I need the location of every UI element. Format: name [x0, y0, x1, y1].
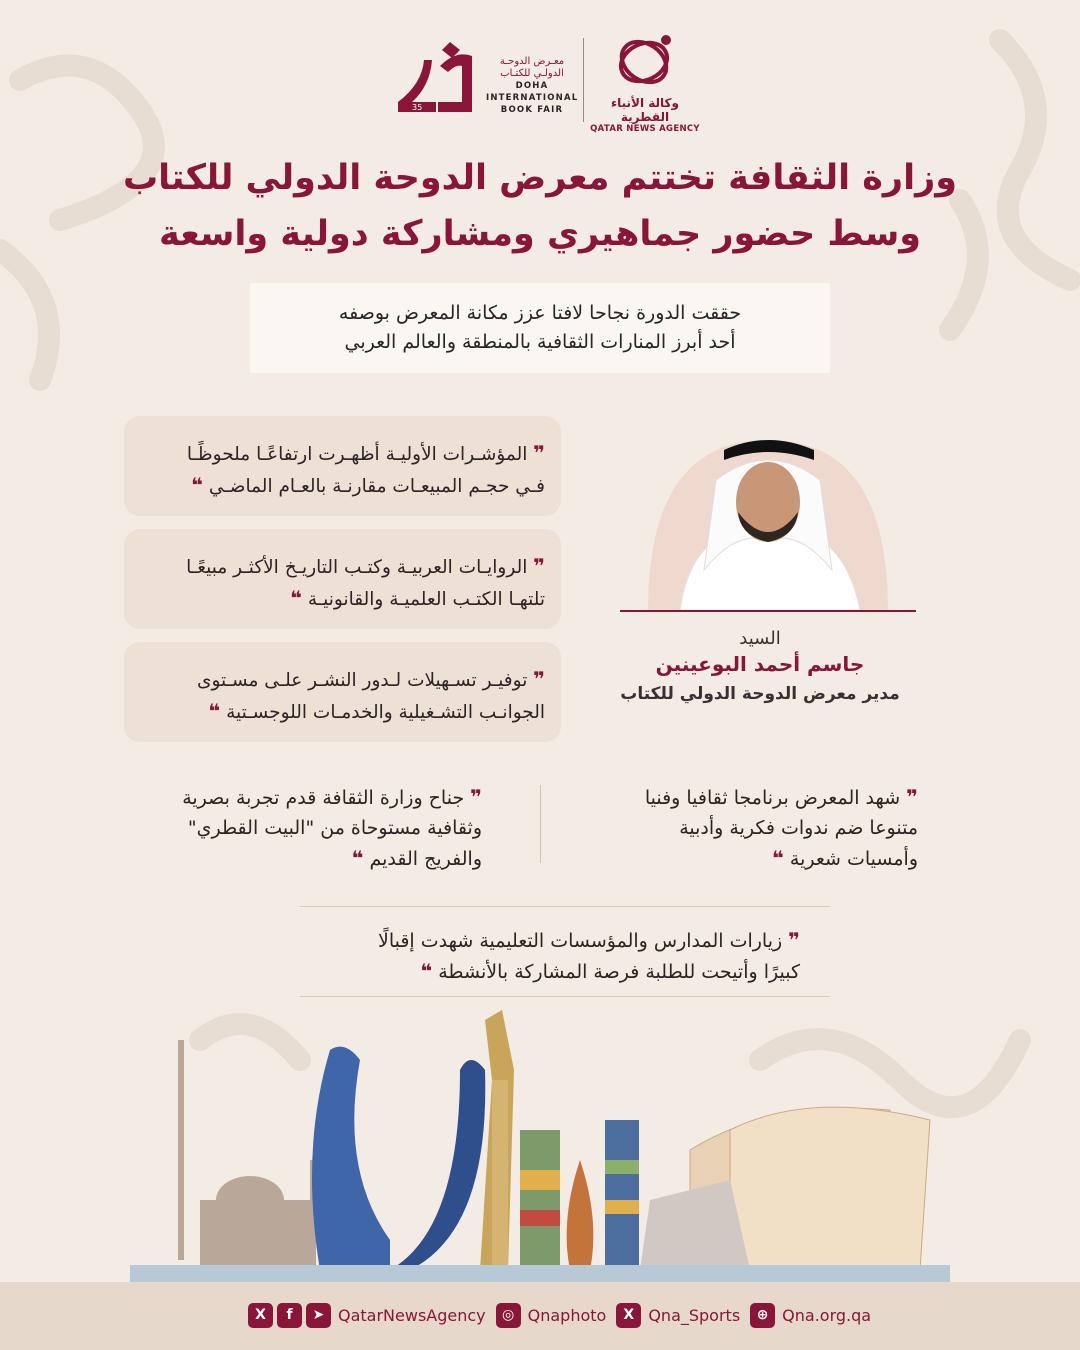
note-line: والفريج القديم	[369, 848, 482, 870]
card-line: الروايـات العربيـة وكتـب التاريـخ الأكثـر مبيعًـا	[186, 557, 528, 578]
note-line: وثقافية مستوحاة من "البيت القطري"	[187, 817, 482, 839]
intro-box	[250, 283, 830, 373]
card-line: المؤشـرات الأوليـة أظهـرت ارتفاعًـا ملحوظًـا	[186, 444, 528, 465]
fair-name-ar-1: معـرض الدوحـة	[499, 56, 565, 67]
quote-open-icon: ❞	[470, 785, 482, 809]
globe-icon[interactable]: ⊕	[750, 1303, 775, 1328]
qna-name-ar: وكالة الأنباء القطرية	[611, 96, 679, 124]
person-honorific: السيد	[739, 628, 781, 649]
book-fair-wordmark	[486, 56, 578, 116]
quote-open-icon: ❞	[533, 441, 545, 465]
x-icon[interactable]: X	[616, 1303, 641, 1328]
schools-note	[300, 925, 800, 987]
quote-open-icon: ❞	[906, 785, 918, 809]
fair-name-en-2: INTERNATIONAL	[486, 93, 579, 103]
card-line: فـي حجـم المبيعـات مقارنـة بالعـام الماضـي	[208, 476, 545, 497]
card-line: الجوانـب التشـغيلية والخدمـات اللوجسـتية	[226, 702, 545, 723]
highlight-card-bestsellers	[124, 529, 561, 629]
person-caption	[600, 628, 920, 704]
intro-line-1: حققت الدورة نجاحا لافتا عزز مكانة المعرض بوصفه	[338, 302, 742, 324]
note-line: وأمسيات شعرية	[789, 848, 918, 870]
card-line: توفيـر تسـهيلات لـدور النشـر علـى مسـتوى	[196, 670, 528, 691]
fair-name-en-1: DOHA	[515, 81, 549, 91]
qna-name-en: QATAR NEWS AGENCY	[590, 124, 700, 134]
facebook-icon[interactable]: f	[277, 1303, 302, 1328]
headline	[80, 150, 1000, 262]
intro-line-2: أحد أبرز المنارات الثقافية بالمنطقة والعالم العربي	[344, 331, 736, 353]
note-line: شهد المعرض برنامجا ثقافيا وفنيا	[644, 787, 901, 809]
x-icon[interactable]: X	[248, 1303, 273, 1328]
telegram-icon[interactable]: ➤	[306, 1303, 331, 1328]
person-portrait	[620, 420, 916, 616]
headline-line-2: وسط حضور جماهيري ومشاركة دولية واسعة	[158, 214, 922, 254]
handle-sports[interactable]: Qna_Sports	[648, 1305, 741, 1325]
quote-close-icon: ❝	[351, 846, 364, 870]
note-line: كبيرًا وأتيحت للطلبة فرصة المشاركة بالأنشطة	[438, 961, 800, 983]
program-note	[600, 782, 918, 874]
fair-name-en-3: BOOK FAIR	[500, 105, 564, 115]
divider-top	[300, 906, 830, 907]
handle-main[interactable]: QatarNewsAgency	[338, 1305, 486, 1325]
divider-bottom	[300, 996, 830, 997]
column-divider	[540, 785, 541, 863]
person-role: مدير معرض الدوحة الدولي للكتاب	[620, 684, 900, 704]
quote-close-icon: ❝	[191, 473, 204, 497]
card-line: تلتهـا الكتـب العلميـة والقانونيـة	[307, 589, 545, 610]
quote-close-icon: ❝	[772, 846, 784, 870]
brand-header	[390, 30, 700, 134]
quote-open-icon: ❞	[533, 554, 545, 578]
fair-name-ar-2: الدولـي للكتـاب	[500, 68, 564, 79]
book-fair-logo	[390, 36, 480, 122]
person-name: جاسم أحمد البوعينين	[655, 652, 865, 676]
doha-skyline-illustration	[130, 1010, 950, 1282]
qna-emblem-icon	[610, 30, 680, 90]
note-line: جناح وزارة الثقافة قدم تجربة بصرية	[182, 787, 465, 809]
handle-photo[interactable]: Qnaphoto	[527, 1305, 607, 1325]
website-link[interactable]: Qna.org.qa	[782, 1305, 872, 1325]
qna-logo	[590, 30, 700, 134]
headline-line-1: وزارة الثقافة تختتم معرض الدوحة الدولي للكتاب	[122, 158, 957, 198]
social-links	[248, 1298, 881, 1332]
edition-number: 35	[412, 103, 423, 112]
quote-open-icon: ❞	[533, 667, 545, 691]
instagram-icon[interactable]: ◎	[496, 1303, 521, 1328]
highlight-card-sales	[124, 416, 561, 516]
quote-close-icon: ❝	[420, 959, 433, 983]
quote-close-icon: ❝	[208, 699, 221, 723]
note-line: متنوعا ضم ندوات فكرية وأدبية	[679, 817, 918, 839]
note-line: زيارات المدارس والمؤسسات التعليمية شهدت إقبالًا	[377, 930, 783, 952]
highlight-card-publishers	[124, 642, 561, 742]
brand-divider	[583, 38, 584, 122]
quote-close-icon: ❝	[290, 586, 302, 610]
pavilion-note	[130, 782, 482, 874]
quote-open-icon: ❞	[788, 928, 800, 952]
